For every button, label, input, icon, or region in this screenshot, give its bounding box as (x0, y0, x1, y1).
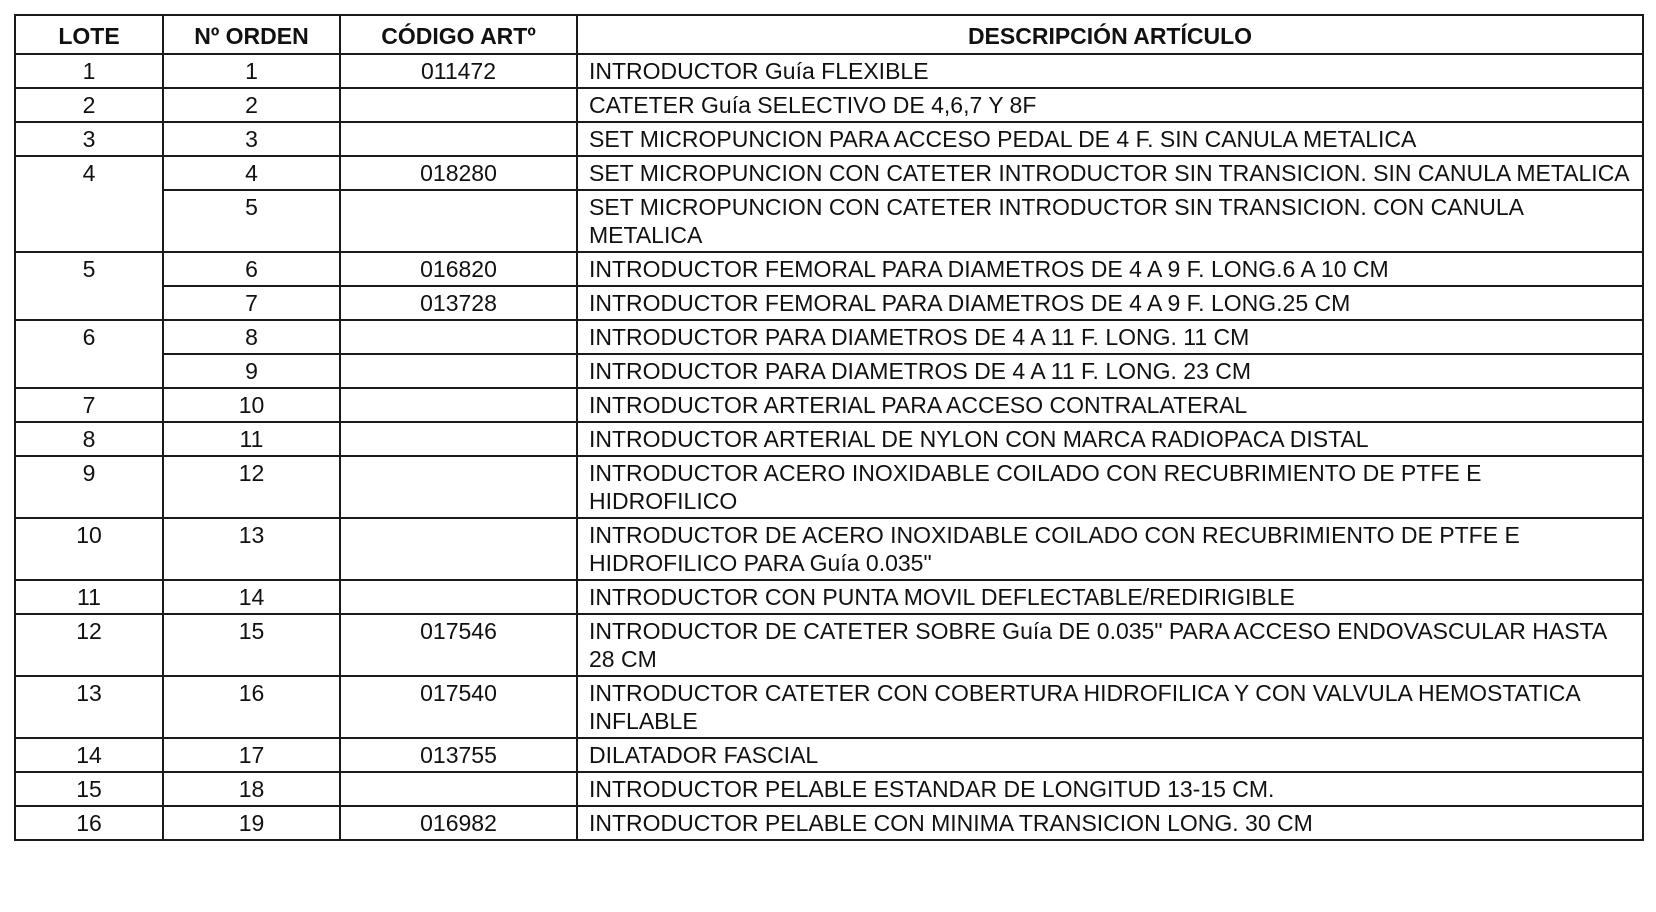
cell-lote: 13 (15, 676, 163, 738)
cell-descripcion: SET MICROPUNCION PARA ACCESO PEDAL DE 4 F. SIN CANULA METALICA (577, 122, 1643, 156)
header-lote: LOTE (15, 15, 163, 54)
table-row (15, 388, 1643, 422)
cell-codigo: 016982 (340, 806, 577, 840)
cell-orden: 16 (163, 676, 340, 738)
cell-codigo (340, 122, 577, 156)
cell-orden: 4 (163, 156, 340, 190)
cell-orden: 7 (163, 286, 340, 320)
table-row (15, 676, 1643, 738)
table-row (15, 286, 1643, 320)
cell-descripcion: INTRODUCTOR PELABLE ESTANDAR DE LONGITUD 13-15 CM. (577, 772, 1643, 806)
cell-descripcion: INTRODUCTOR Guía FLEXIBLE (577, 54, 1643, 88)
cell-lote: 3 (15, 122, 163, 156)
cell-orden: 3 (163, 122, 340, 156)
cell-descripcion: INTRODUCTOR CON PUNTA MOVIL DEFLECTABLE/REDIRIGIBLE (577, 580, 1643, 614)
cell-descripcion: SET MICROPUNCION CON CATETER INTRODUCTOR SIN TRANSICION. SIN CANULA METALICA (577, 156, 1643, 190)
cell-orden: 9 (163, 354, 340, 388)
cell-descripcion: INTRODUCTOR FEMORAL PARA DIAMETROS DE 4 A 9 F. LONG.25 CM (577, 286, 1643, 320)
header-codigo: CÓDIGO ARTº (340, 15, 577, 54)
table-row (15, 422, 1643, 456)
cell-orden: 5 (163, 190, 340, 252)
table-row (15, 456, 1643, 518)
cell-orden: 19 (163, 806, 340, 840)
cell-codigo: 013728 (340, 286, 577, 320)
header-orden: Nº ORDEN (163, 15, 340, 54)
table-row (15, 580, 1643, 614)
cell-lote: 9 (15, 456, 163, 518)
header-row (15, 15, 1643, 54)
table-row (15, 738, 1643, 772)
cell-orden: 14 (163, 580, 340, 614)
table-row (15, 88, 1643, 122)
table-row (15, 806, 1643, 840)
cell-descripcion: INTRODUCTOR ARTERIAL PARA ACCESO CONTRALATERAL (577, 388, 1643, 422)
table-row (15, 772, 1643, 806)
cell-descripcion: INTRODUCTOR PELABLE CON MINIMA TRANSICION LONG. 30 CM (577, 806, 1643, 840)
cell-lote: 8 (15, 422, 163, 456)
cell-orden: 8 (163, 320, 340, 354)
table-body (15, 54, 1643, 840)
cell-codigo: 016820 (340, 252, 577, 286)
cell-orden: 6 (163, 252, 340, 286)
cell-codigo: 013755 (340, 738, 577, 772)
table-row (15, 122, 1643, 156)
cell-descripcion: INTRODUCTOR FEMORAL PARA DIAMETROS DE 4 A 9 F. LONG.6 A 10 CM (577, 252, 1643, 286)
table-row (15, 54, 1643, 88)
cell-codigo (340, 354, 577, 388)
table-row (15, 614, 1643, 676)
table-row (15, 156, 1643, 190)
cell-codigo (340, 422, 577, 456)
cell-codigo (340, 190, 577, 252)
cell-codigo: 017546 (340, 614, 577, 676)
cell-lote: 1 (15, 54, 163, 88)
cell-orden: 1 (163, 54, 340, 88)
cell-descripcion: DILATADOR FASCIAL (577, 738, 1643, 772)
cell-orden: 12 (163, 456, 340, 518)
cell-orden: 11 (163, 422, 340, 456)
table-row (15, 518, 1643, 580)
cell-orden: 18 (163, 772, 340, 806)
lote-table (14, 14, 1644, 841)
cell-codigo: 011472 (340, 54, 577, 88)
table-row (15, 252, 1643, 286)
cell-lote: 15 (15, 772, 163, 806)
cell-orden: 13 (163, 518, 340, 580)
cell-lote: 7 (15, 388, 163, 422)
cell-codigo (340, 456, 577, 518)
table-row (15, 190, 1643, 252)
cell-descripcion: INTRODUCTOR PARA DIAMETROS DE 4 A 11 F. LONG. 11 CM (577, 320, 1643, 354)
cell-orden: 2 (163, 88, 340, 122)
cell-codigo: 017540 (340, 676, 577, 738)
cell-codigo (340, 88, 577, 122)
cell-codigo (340, 388, 577, 422)
cell-descripcion: CATETER Guía SELECTIVO DE 4,6,7 Y 8F (577, 88, 1643, 122)
table-header (15, 15, 1643, 54)
cell-descripcion: INTRODUCTOR DE CATETER SOBRE Guía DE 0.035" PARA ACCESO ENDOVASCULAR HASTA 28 CM (577, 614, 1643, 676)
cell-codigo: 018280 (340, 156, 577, 190)
cell-lote: 10 (15, 518, 163, 580)
cell-lote: 14 (15, 738, 163, 772)
cell-codigo (340, 518, 577, 580)
cell-orden: 15 (163, 614, 340, 676)
cell-lote: 2 (15, 88, 163, 122)
cell-lote: 4 (15, 156, 163, 252)
cell-descripcion: INTRODUCTOR ARTERIAL DE NYLON CON MARCA RADIOPACA DISTAL (577, 422, 1643, 456)
table-row (15, 354, 1643, 388)
cell-lote: 11 (15, 580, 163, 614)
cell-lote: 16 (15, 806, 163, 840)
cell-codigo (340, 580, 577, 614)
cell-descripcion: INTRODUCTOR PARA DIAMETROS DE 4 A 11 F. LONG. 23 CM (577, 354, 1643, 388)
cell-orden: 10 (163, 388, 340, 422)
cell-descripcion: INTRODUCTOR DE ACERO INOXIDABLE COILADO CON RECUBRIMIENTO DE PTFE E HIDROFILICO PARA Guía 0.035" (577, 518, 1643, 580)
header-descripcion: DESCRIPCIÓN ARTÍCULO (577, 15, 1643, 54)
cell-codigo (340, 772, 577, 806)
cell-lote: 12 (15, 614, 163, 676)
cell-descripcion: INTRODUCTOR CATETER CON COBERTURA HIDROFILICA Y CON VALVULA HEMOSTATICA INFLABLE (577, 676, 1643, 738)
cell-descripcion: SET MICROPUNCION CON CATETER INTRODUCTOR SIN TRANSICION. CON CANULA METALICA (577, 190, 1643, 252)
cell-codigo (340, 320, 577, 354)
cell-orden: 17 (163, 738, 340, 772)
cell-descripcion: INTRODUCTOR ACERO INOXIDABLE COILADO CON RECUBRIMIENTO DE PTFE E HIDROFILICO (577, 456, 1643, 518)
table-row (15, 320, 1643, 354)
cell-lote: 6 (15, 320, 163, 388)
cell-lote: 5 (15, 252, 163, 320)
